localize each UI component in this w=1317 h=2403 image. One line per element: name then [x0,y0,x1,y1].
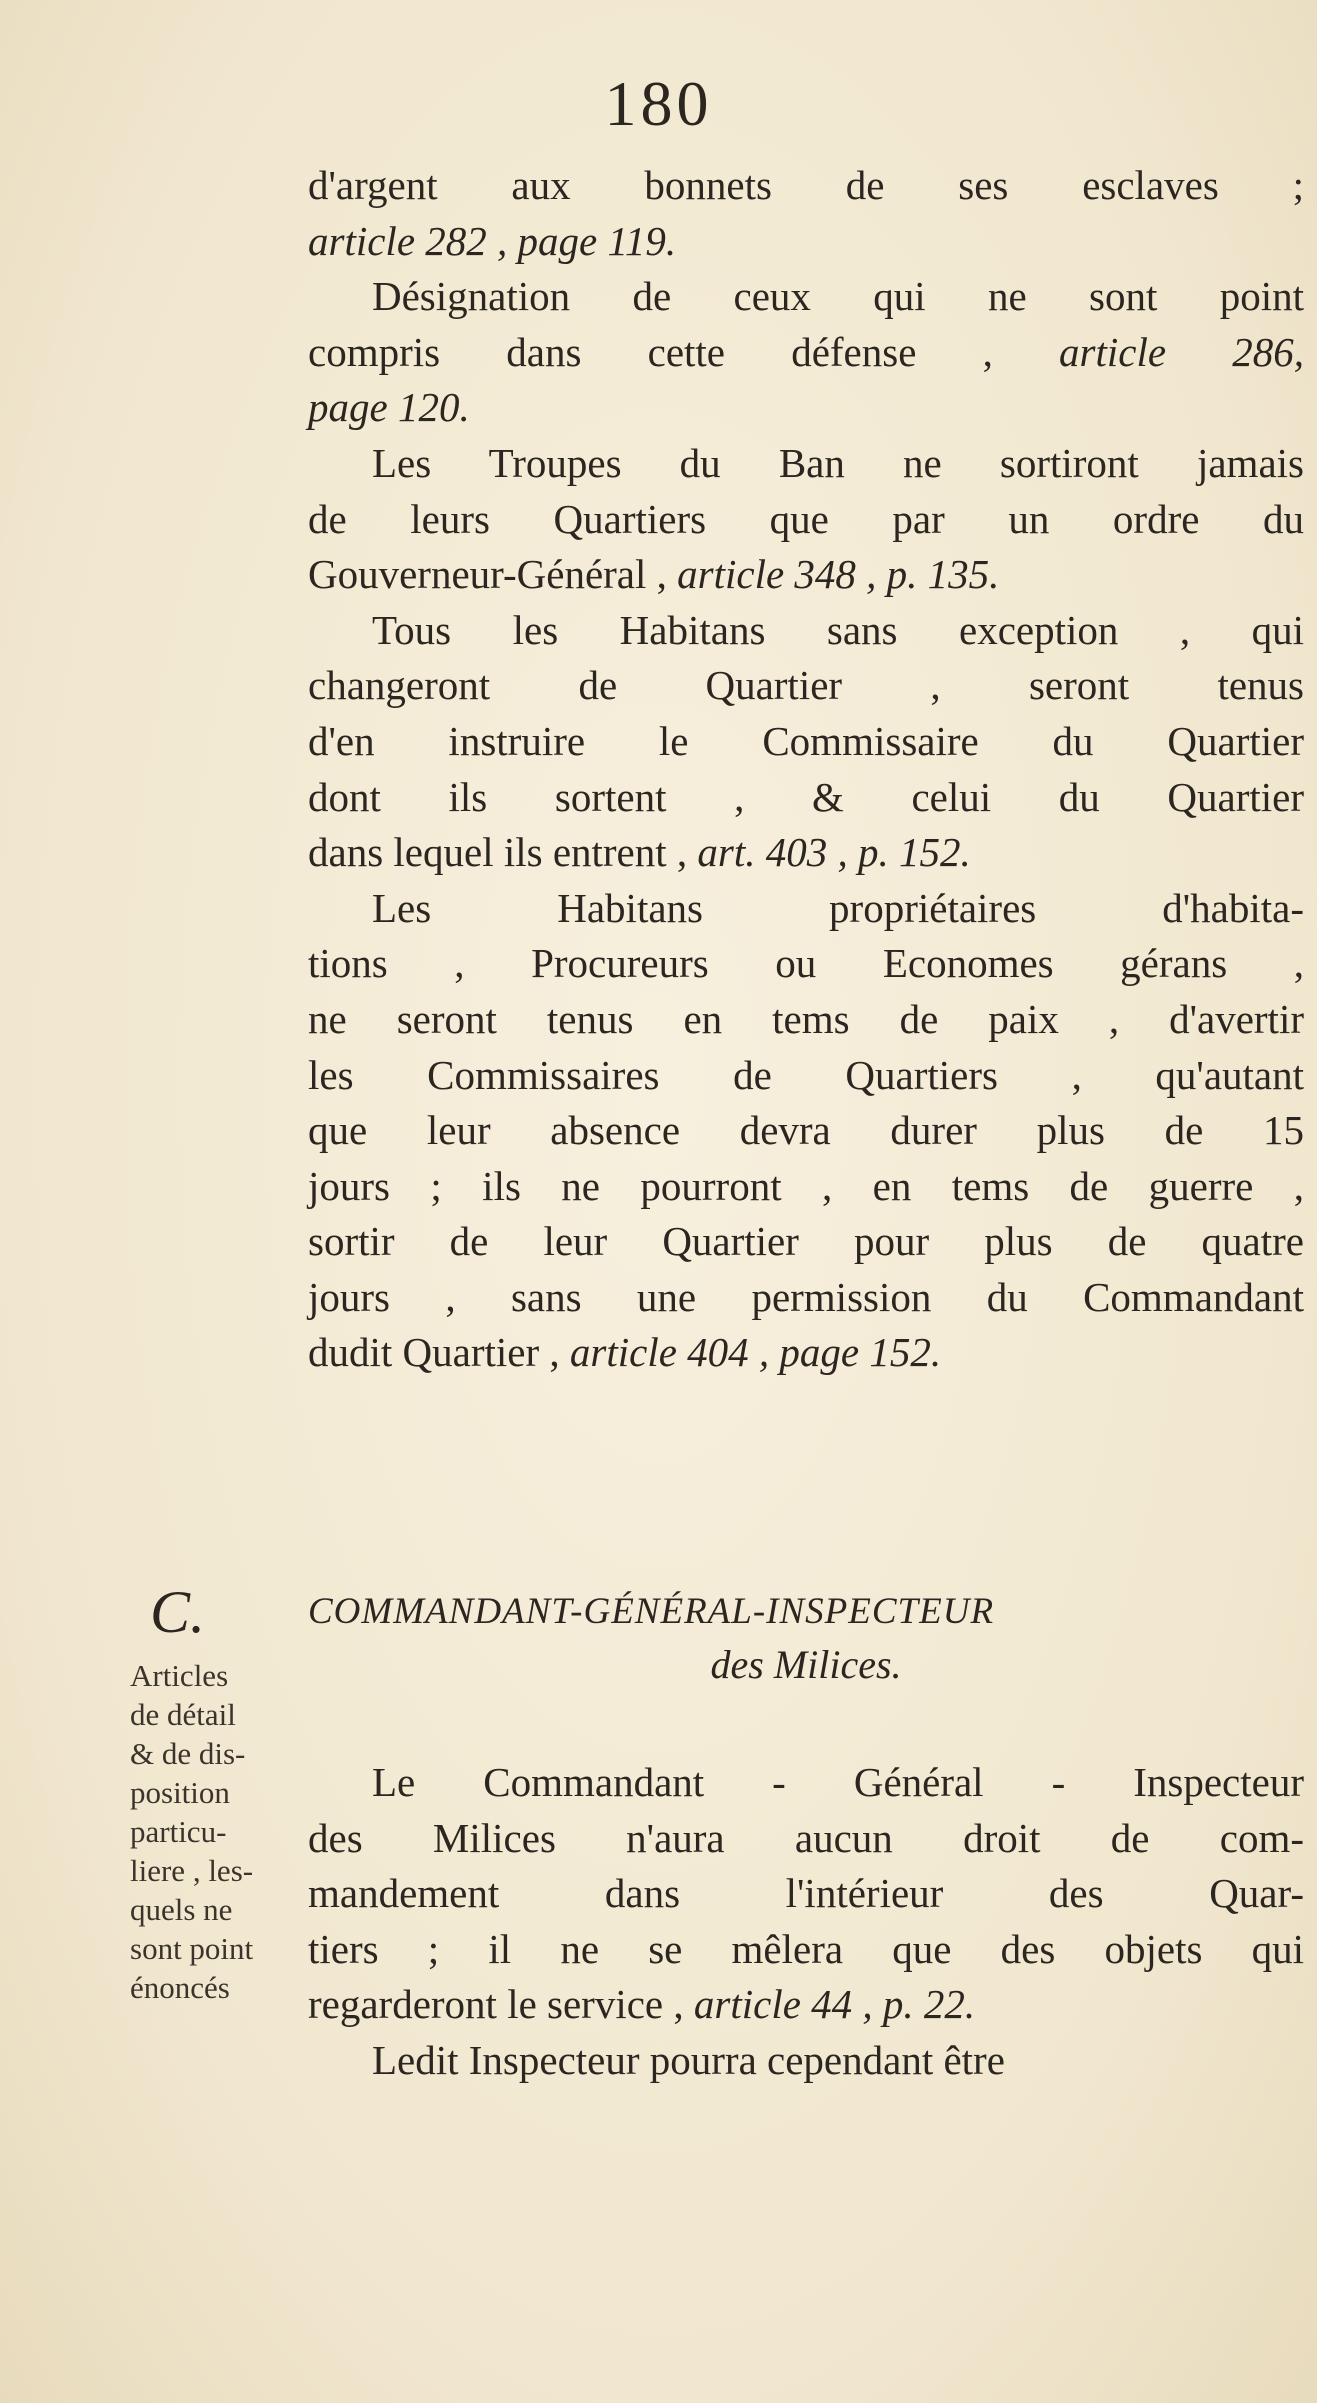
margin-note-line: & de dis- [130,1736,246,1771]
text-line [308,325,1304,381]
paragraph [308,436,1304,603]
article-reference: article 286, [1059,328,1304,375]
text-line [308,547,1304,603]
margin-note-line: liere , les- [130,1853,254,1888]
text-line: ne seront tenus en tems de paix , d'avertir [308,995,1304,1042]
article-reference: page 120. [308,384,470,431]
text-line: Les Troupes du Ban ne sortiront jamais [372,439,1304,486]
article-reference: article 44 , p. 22. [693,1981,976,2028]
page-number: 180 [604,68,713,139]
margin-note-line: position [130,1775,230,1810]
section-subheading: des Milices. [710,1642,902,1687]
section-heading: COMMANDANT-GÉNÉRAL-INSPECTEUR [308,1591,995,1632]
paragraph [308,2033,1304,2089]
text-line: des Milices n'aura aucun droit de com- [308,1814,1304,1861]
paragraph [308,603,1304,881]
text-line [308,1977,1304,2033]
margin-section-letter: C. [150,1579,206,1645]
text-line [308,214,1304,270]
text-line: Ledit Inspecteur pourra cependant être [372,2036,1005,2083]
margin-note [130,1656,290,2007]
text-line: dont ils sortent , & celui du Quartier [308,773,1304,820]
text-line: jours ; ils ne pourront , en tems de guerre , [308,1162,1304,1209]
text-line: d'argent aux bonnets de ses esclaves ; [308,162,1304,208]
margin-note-line: particu- [130,1814,227,1849]
text-line: les Commissaires de Quartiers , qu'autant [308,1051,1304,1098]
margin-note-line: sont point [130,1931,254,1966]
text-line: sortir de leur Quartier pour plus de quatre [308,1218,1304,1265]
article-reference: article 404 , page 152. [569,1329,942,1376]
text-line [308,380,1304,436]
paragraph [308,158,1304,269]
article-reference: art. 403 , p. 152. [697,829,971,876]
text-line: Tous les Habitans sans exception , qui [372,606,1304,653]
text-line: jours , sans une permission du Commandant [308,1273,1304,1320]
paragraph [308,269,1304,436]
text-line: de leurs Quartiers que par un ordre du [308,495,1304,542]
margin-note-line: Articles [130,1658,229,1693]
paragraph [308,1755,1304,2033]
margin-note-line: quels ne [130,1892,233,1927]
line-text: regarderont le service , [308,1981,694,2028]
text-line: changeront de Quartier , seront tenus [308,662,1304,709]
line-text: dans lequel ils entrent , [308,829,698,876]
line-text: dudit Quartier , [308,1329,570,1376]
text-line: d'en instruire le Commissaire du Quartier [308,717,1304,764]
article-reference: article 282 , page 119. [308,217,677,264]
text-line: mandement dans l'intérieur des Quar- [308,1870,1304,1917]
text-line [308,1325,1304,1381]
text-line: Le Commandant - Général - Inspecteur [372,1759,1304,1805]
margin-note-line: énoncés [130,1970,230,2005]
line-text: Gouverneur-Général , [308,551,678,598]
text-line: tiers ; il ne se mêlera que des objets qui [308,1925,1304,1972]
line-text: compris dans cette défense , [308,328,1060,375]
article-reference: article 348 , p. 135. [677,551,1000,598]
text-line: Désignation de ceux qui ne sont point [372,273,1304,320]
section-text [308,1755,1304,2089]
body-text [308,158,1304,1381]
margin-note-line: de détail [130,1697,236,1732]
paragraph [308,881,1304,1381]
text-line: que leur absence devra durer plus de 15 [308,1107,1304,1154]
text-line: Les Habitans propriétaires d'habita- [372,884,1304,931]
text-line [308,825,1304,881]
text-line: tions , Procureurs ou Economes gérans , [308,940,1304,987]
